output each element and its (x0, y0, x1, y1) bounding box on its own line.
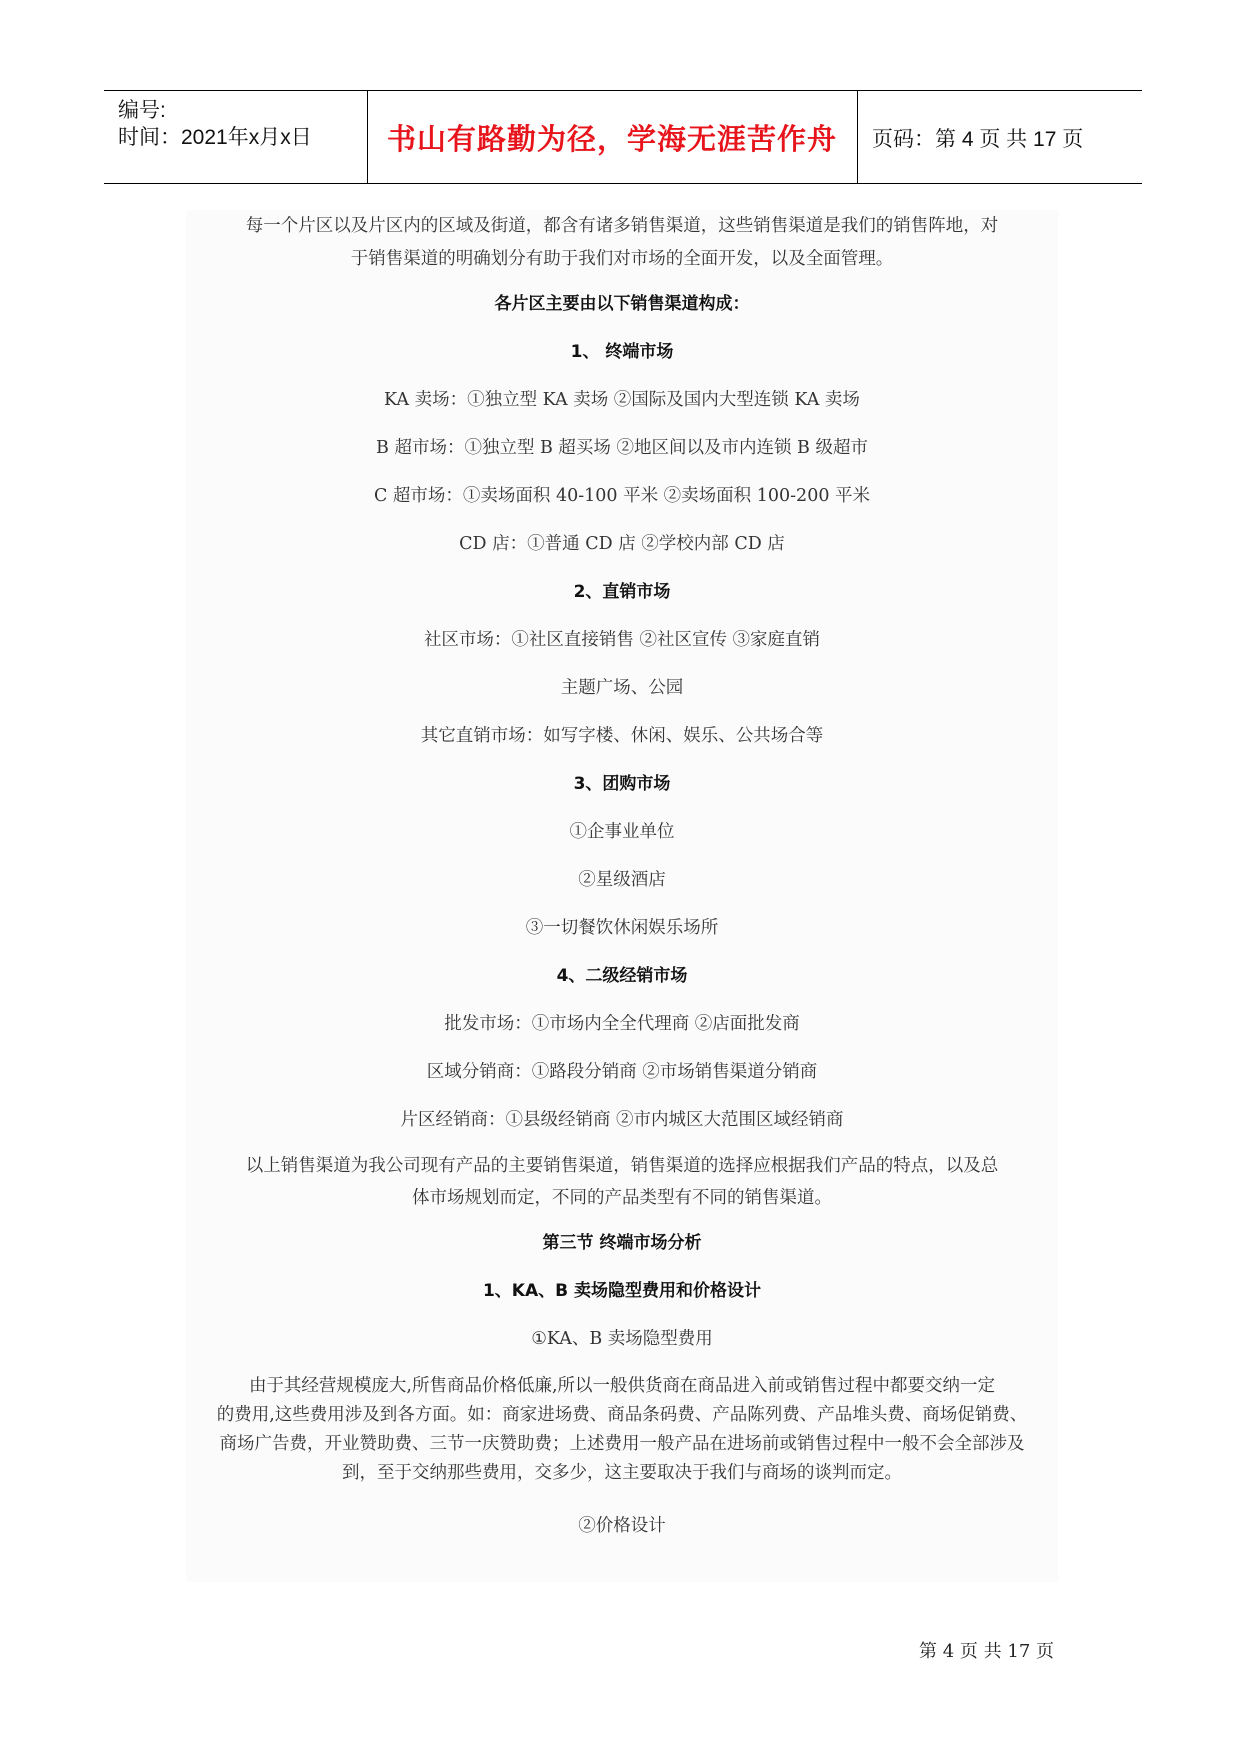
paragraph-line: 于销售渠道的明确划分有助于我们对市场的全面开发，以及全面管理。 (350, 249, 894, 269)
document-number-label: 编号: (118, 99, 166, 122)
paragraph-line: 由于其经营规模庞大,所售商品价格低廉,所以一般供货商在商品进入前或销售过程中都要交纳一定 (248, 1376, 996, 1396)
header-page-cell (858, 91, 1142, 183)
list-line: 区域分销商：①路段分销商 ②市场销售渠道分销商 (426, 1062, 818, 1082)
list-line: ②价格设计 (578, 1516, 666, 1536)
list-line: 其它直销市场：如写字楼、休闲、娱乐、公共场合等 (420, 726, 824, 746)
list-line: 社区市场：①社区直接销售 ②社区宣传 ③家庭直销 (423, 630, 821, 650)
document-body (186, 210, 1058, 1582)
paragraph-line: 商场广告费，开业赞助费、三节一庆赞助费；上述费用一般产品在进场前或销售过程中一般不会全部涉及 (219, 1434, 1025, 1454)
header-page-number: 页码：第 4 页 共 17 页 (872, 128, 1084, 151)
document-header (104, 90, 1142, 184)
paragraph-line: 以上销售渠道为我公司现有产品的主要销售渠道，销售渠道的选择应根据我们产品的特点，以及总 (245, 1156, 999, 1176)
list-line: 批发市场：①市场内全全代理商 ②店面批发商 (444, 1014, 800, 1034)
header-motto: 书山有路勤为径，学海无涯苦作舟 (386, 122, 837, 156)
section-heading: 2、直销市场 (573, 582, 671, 602)
section-heading: 3、团购市场 (573, 774, 671, 794)
section-heading: 各片区主要由以下销售渠道构成： (494, 294, 750, 314)
list-line: ①KA、B 卖场隐型费用 (531, 1329, 713, 1349)
list-line: 片区经销商：①县级经销商 ②市内城区大范围区域经销商 (400, 1110, 844, 1130)
section-heading: 4、二级经销市场 (556, 966, 688, 986)
list-line: ①企事业单位 (569, 822, 675, 842)
page-footer: 第 4 页 共 17 页 (919, 1641, 1054, 1662)
list-line: ②星级酒店 (578, 870, 666, 890)
document-time-label: 时间：2021年x月x日 (118, 126, 312, 149)
section-heading: 1、KA、B 卖场隐型费用和价格设计 (482, 1281, 762, 1301)
paragraph-line: 体市场规划而定，不同的产品类型有不同的销售渠道。 (412, 1188, 832, 1208)
list-line: ③一切餐饮休闲娱乐场所 (525, 918, 719, 938)
paragraph-line: 到，至于交纳那些费用，交多少，这主要取决于我们与商场的谈判而定。 (342, 1463, 902, 1483)
list-line: 主题广场、公园 (560, 678, 684, 698)
list-line: CD 店：①普通 CD 店 ②学校内部 CD 店 (459, 534, 785, 554)
header-meta-cell (104, 91, 368, 183)
section-heading: 1、 终端市场 (570, 342, 674, 362)
section-heading: 第三节 终端市场分析 (542, 1233, 702, 1253)
list-line: B 超市场：①独立型 B 超买场 ②地区间以及市内连锁 B 级超市 (376, 438, 868, 458)
paragraph-line: 的费用,这些费用涉及到各方面。如：商家进场费、商品条码费、产品陈列费、产品堆头费、商场促销费、 (216, 1405, 1028, 1425)
list-line: KA 卖场：①独立型 KA 卖场 ②国际及国内大型连锁 KA 卖场 (384, 390, 860, 410)
list-line: C 超市场：①卖场面积 40-100 平米 ②卖场面积 100-200 平米 (373, 486, 871, 506)
paragraph-line: 每一个片区以及片区内的区域及街道，都含有诸多销售渠道，这些销售渠道是我们的销售阵地，对 (245, 216, 999, 236)
header-motto-cell (367, 91, 858, 183)
